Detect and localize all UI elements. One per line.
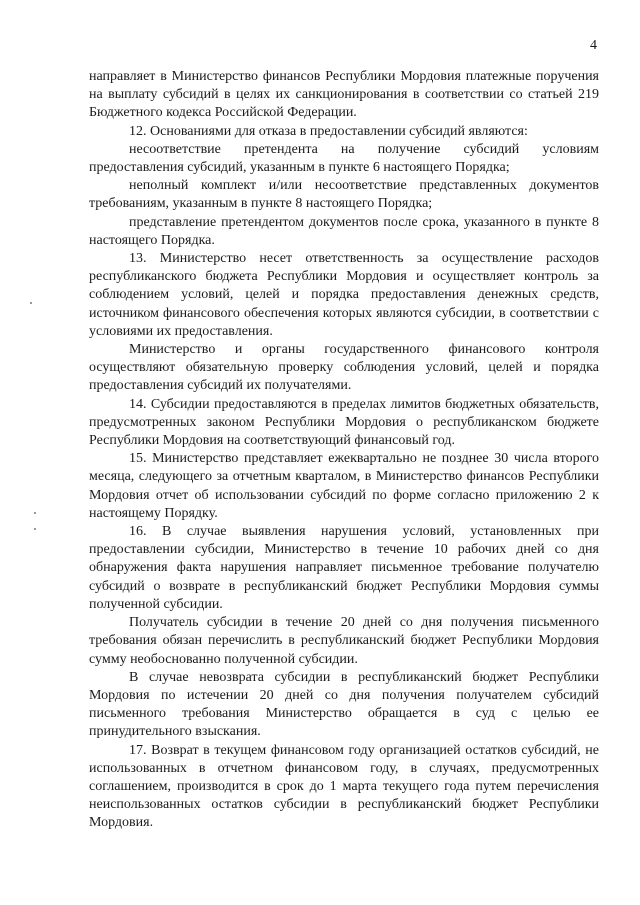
paragraph-15: 15. Министерство представляет ежеквартально не позднее 30 числа второго месяца, следующего за отчетным кварталом, в Министерство финансов Республики Мордовия отчет об использовании субсидий по форме согласно приложению 2 к настоящему Порядку.: [89, 451, 599, 521]
scan-speck: [30, 302, 32, 304]
paragraph-16-refund: Получатель субсидии в течение 20 дней со дня получения письменного требования обязан перечислить в республиканский бюджет Республики Мордовия сумму необоснованно полученной субсидии.: [89, 615, 599, 667]
paragraph-13: 13. Министерство несет ответственность за осуществление расходов республиканского бюджета Республики Мордовия и осуществляет контроль за соблюдением условий, целей и порядка предоставления денежных средств, источником финансового обеспечения которых являются субсидии, в соответствии с условиями их предоставления.: [89, 251, 599, 339]
scan-speck: [34, 512, 36, 514]
paragraph-14: 14. Субсидии предоставляются в пределах лимитов бюджетных обязательств, предусмотренных законом Республики Мордовия о республиканском бюджете Республики Мордовия на соответствующий финансовый год.: [89, 396, 599, 449]
paragraph-16: 16. В случае выявления нарушения условий, установленных при предоставлении субсидии, Министерство в течение 10 рабочих дней со дня обнаружения факта нарушения направляет письменное требование получателю субсидий о возврате в республиканский бюджет Республики Мордовия суммы полученной субсидии.: [89, 524, 599, 612]
paragraph-continuation: направляет в Министерство финансов Республики Мордовия платежные поручения на выплату субсидий в целях их санкционирования в соответствии со статьей 219 Бюджетного кодекса Российской Федерации.: [89, 69, 599, 121]
page-number: 4: [590, 38, 597, 53]
scan-speck: [34, 528, 36, 530]
paragraph-16-court: В случае невозврата субсидии в республиканский бюджет Республики Мордовия по истечении 20 дней со дня получения получателем субсидий письменного требования Министерство обращается в суд с целью ее принудительного взыскания.: [89, 669, 599, 740]
paragraph-12-heading: 12. Основаниями для отказа в предоставлении субсидий являются:: [129, 123, 528, 139]
paragraph-12-item-2: неполный комплект и/или несоответствие представленных документов требованиям, указанным в пункте 8 настоящего Порядка;: [89, 178, 599, 212]
paragraph-13-control: Министерство и органы государственного финансового контроля осуществляют обязательную проверку соблюдения условий, целей и порядка предоставления субсидий их получателями.: [89, 342, 599, 394]
paragraph-12-item-3: представление претендентом документов после срока, указанного в пункте 8 настоящего Порядка.: [89, 214, 599, 248]
document-body: [89, 68, 599, 833]
paragraph-17: 17. Возврат в текущем финансовом году организацией остатков субсидий, не использованных в отчетном финансовом году, в случаях, предусмотренных соглашением, производится в срок до 1 марта текущего года путем перечисления неиспользованных остатков субсидии в республиканский бюджет Республики Мордовия.: [89, 742, 599, 831]
paragraph-12-item-1: несоответствие претендента на получение субсидий условиям предоставления субсидий, указанным в пункте 6 настоящего Порядка;: [89, 141, 599, 176]
